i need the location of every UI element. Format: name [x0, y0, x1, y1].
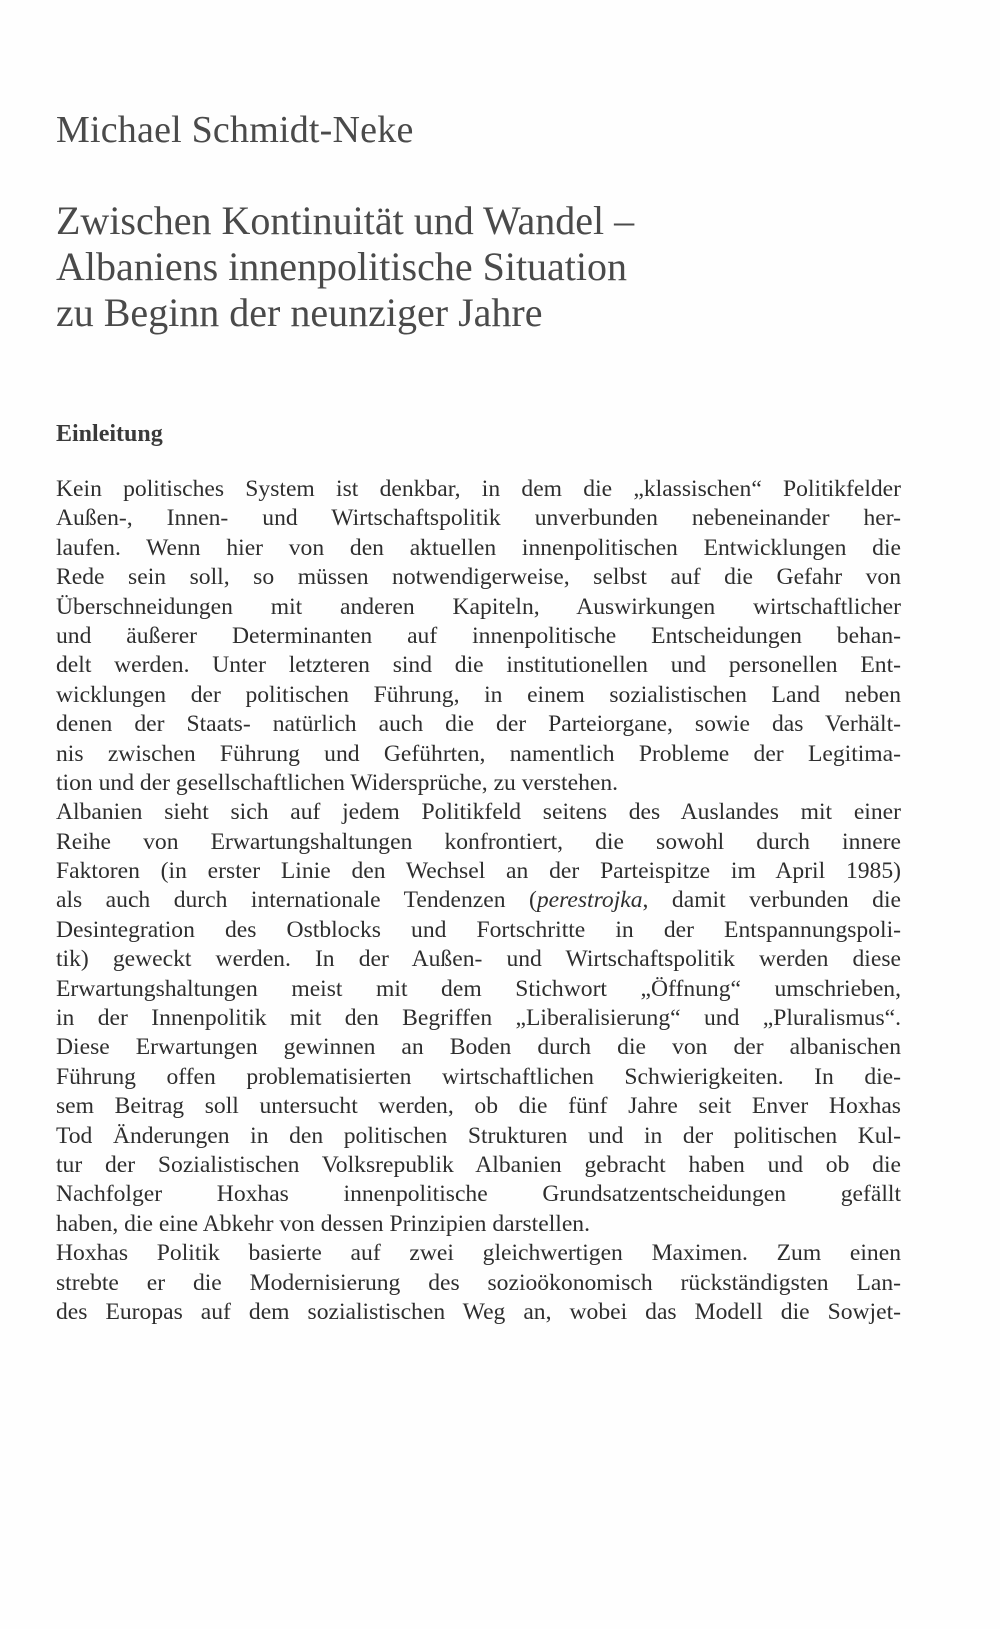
text-line: Führung offen problematisierten wirtschaftlichen Schwierigkeiten. In die- — [56, 1063, 901, 1090]
text-line: in der Innenpolitik mit den Begriffen „Liberalisierung“ und „Pluralismus“. — [56, 1005, 901, 1032]
article-title — [56, 198, 634, 336]
text-line: delt werden. Unter letzteren sind die institutionellen und personellen Ent- — [56, 652, 901, 679]
section-heading: Einleitung — [56, 421, 163, 447]
paragraph — [56, 798, 901, 1239]
title-line: Albaniens innenpolitische Situation — [56, 244, 628, 289]
text-line: tion und der gesellschaftlichen Widersprüche, zu verstehen. — [56, 769, 619, 796]
text-line: Desintegration des Ostblocks und Fortschritte in der Entspannungspoli- — [56, 916, 901, 943]
text-line: wicklungen der politischen Führung, in einem sozialistischen Land neben — [56, 681, 901, 708]
text-line: tur der Sozialistischen Volksrepublik Albanien gebracht haben und ob die — [56, 1151, 901, 1178]
title-line: Zwischen Kontinuität und Wandel – — [56, 198, 635, 243]
text-line: tik) geweckt werden. In der Außen- und Wirtschaftspolitik werden diese — [56, 946, 901, 973]
text-line: und äußerer Determinanten auf innenpolitische Entscheidungen behan- — [56, 622, 901, 649]
text-line: Nachfolger Hoxhas innenpolitische Grundsatzentscheidungen gefällt — [56, 1181, 901, 1208]
text-line: Außen-, Innen- und Wirtschaftspolitik unverbunden nebeneinander her- — [56, 505, 901, 532]
text-line: Rede sein soll, so müssen notwendigerweise, selbst auf die Gefahr von — [56, 564, 901, 591]
text-line: des Europas auf dem sozialistischen Weg an, wobei das Modell die Sowjet- — [56, 1298, 901, 1325]
text-line: sem Beitrag soll untersucht werden, ob die fünf Jahre seit Enver Hoxhas — [56, 1093, 901, 1120]
text-line: Überschneidungen mit anderen Kapiteln, Auswirkungen wirtschaftlicher — [56, 593, 901, 620]
text-line: laufen. Wenn hier von den aktuellen innenpolitischen Entwicklungen die — [56, 534, 901, 561]
text-line: Albanien sieht sich auf jedem Politikfeld seitens des Auslandes mit einer — [56, 799, 901, 826]
paragraph — [56, 475, 901, 798]
text-line: Hoxhas Politik basierte auf zwei gleichwertigen Maximen. Zum einen — [56, 1240, 901, 1267]
text-line: als auch durch internationale Tendenzen (perestrojka, damit verbunden die — [56, 887, 902, 914]
text-line: Tod Änderungen in den politischen Strukturen und in der politischen Kul- — [56, 1122, 901, 1149]
title-line: zu Beginn der neunziger Jahre — [56, 290, 543, 335]
body-text — [56, 475, 901, 1327]
author-name: Michael Schmidt-Neke — [56, 109, 414, 151]
paragraph — [56, 1239, 901, 1327]
text-line: Kein politisches System ist denkbar, in dem die „klassischen“ Politikfelder — [56, 476, 901, 502]
text-line: strebte er die Modernisierung des sozioökonomisch rückständigsten Lan- — [56, 1269, 901, 1296]
text-line: Erwartungshaltungen meist mit dem Stichwort „Öffnung“ umschrieben, — [56, 975, 901, 1002]
text-line: Diese Erwartungen gewinnen an Boden durch die von der albanischen — [56, 1034, 901, 1061]
text-line: nis zwischen Führung und Geführten, namentlich Probleme der Legitima- — [56, 740, 901, 767]
text-line: Reihe von Erwartungshaltungen konfrontiert, die sowohl durch innere — [56, 828, 901, 855]
text-line: haben, die eine Abkehr von dessen Prinzipien darstellen. — [56, 1210, 590, 1237]
text-line: denen der Staats- natürlich auch die der Parteiorgane, sowie das Verhält- — [56, 711, 901, 738]
text-line: Faktoren (in erster Linie den Wechsel an der Parteispitze im April 1985) — [56, 858, 901, 885]
